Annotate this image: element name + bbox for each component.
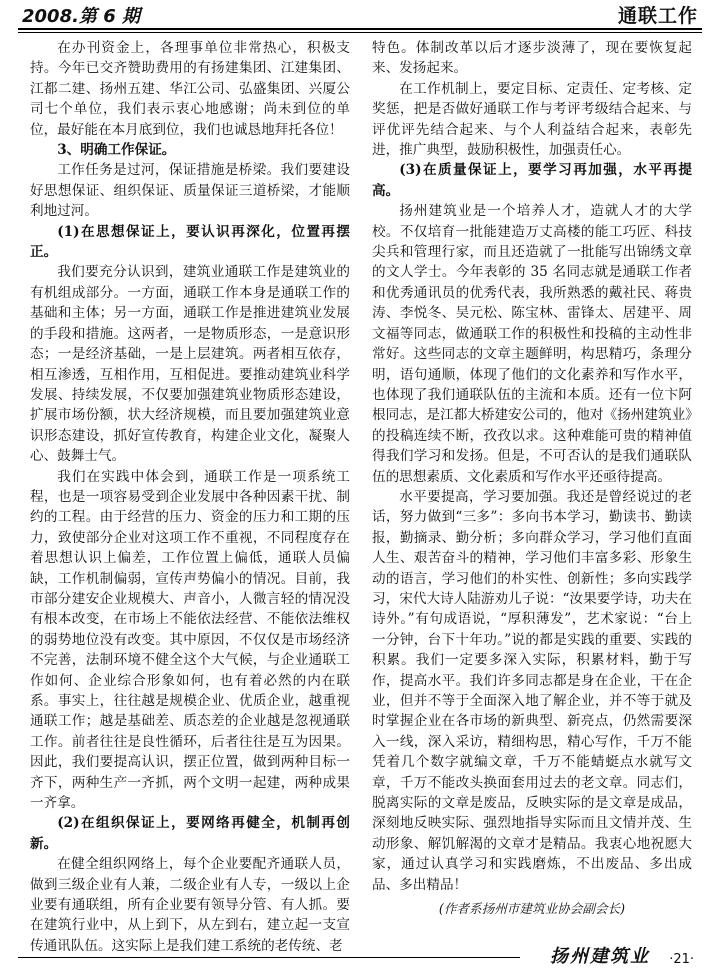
right-column (372, 38, 692, 919)
page-header (0, 0, 720, 34)
page-number: ·21· (669, 952, 694, 967)
paragraph: 在办刊资金上，各理事单位非常热心，积极支持。今年已交齐赞助费用的有扬建集团、江建集团、江都二建、扬州五建、华江公司、弘盛集团、兴厦公司七个单位，我们表示衷心地感谢；尚未到位的单位，最好能在本月底到位，我们也诚恳地拜托各位！ (30, 40, 350, 138)
paragraph: 在工作机制上，要定目标、定责任、定考核、定奖惩，把是否做好通联工作与考评考级结合起来、与评优评先结合起来、与个人利益结合起来，表彰先进，推广典型，鼓励积极性，加强责任心。 (372, 80, 692, 159)
paragraph: 在健全组织网络上，每个企业要配齐通联人员，做到三级企业有人兼，二级企业有人专，一级以上企业要有通联组，所有企业要有领导分管、有人抓。要在建筑行业中，从上到下，从左到右，建立起一支宣传通讯队伍。这实际上是我们建工系统的老传统、老 (30, 856, 350, 954)
magazine-logo: 扬州建筑业 (550, 946, 650, 967)
paragraph: 特色。体制改革以后才逐步淡薄了，现在要恢复起来、发扬起来。 (372, 40, 692, 77)
subheading: (1)在思想保证上，要认识再深化，位置再摆正。 (30, 223, 350, 261)
header-rule (18, 28, 702, 30)
subheading: (3)在质量保证上，要学习再加强，水平再提高。 (372, 162, 692, 199)
paragraph: 我们在实践中体会到，通联工作是一项系统工程，也是一项容易受到企业发展中各种因素干扰、制约的工程。由于经营的压力、资金的压力和工期的压力，致使部分企业对这项工作不重视，不同程度存在着思想认识上偏差，工作位置上偏低，通联人员偏缺，工作机制偏弱，宣传声势偏小的情况。目前，我市部分建安企业规模大、声音小，人微言轻的情况没有根本改变，在市场上不能依法经营、不能依法维权的弱势地位没有改变。其中原因，不仅仅是市场经济不完善，法制环境不健全这个大气候，与企业通联工作如何、企业综合形象如何，也有着必然的内在联系。事实上，往往越是规模企业、优质企业，越重视通联工作；越是基础差、质态差的企业越是忽视通联工作。前者往往是良性循环，后者往往是互为因果。因此，我们要提高认识，摆正位置，做到两种目标一齐下，两种生产一齐抓，两个文明一起建，两种成果一齐拿。 (30, 468, 350, 812)
paragraph: 扬州建筑业是一个培养人才，造就人才的大学校。不仅培育一批能建造万丈高楼的能工巧匠、科技尖兵和管理行家，而且还造就了一批能写出锦绣文章的文人学士。今年表彰的 35 名同志就是通联工作者和优秀通讯员的优秀代表，我所熟悉的戴社民、蒋贵涛、李悦冬、吴元松、陈宝林、雷锋太、居建平、周文福等同志，做通联工作的积极性和投稿的主动性非常好。这些同志的文章主题鲜明，构思精巧，条理分明，语句通顺，体现了他们的文化素养和写作水平，也体现了我们通联队伍的主流和本质。还有一位卞阿根同志，是江都大桥建安公司的，他对《扬州建筑业》的投稿连续不断，孜孜以求。这种难能可贵的精神值得我们学习和发扬。但是，不可否认的是我们通联队伍的思想素质、文化素质和写作水平还亟待提高。 (372, 203, 692, 485)
header-rule-thin (18, 32, 702, 33)
subheading: 3、明确工作保证。 (57, 142, 176, 159)
left-column (30, 38, 350, 956)
paragraph: 水平要提高，学习要加强。我还是曾经说过的老话，努力做到“三多”：多向书本学习，勤读书、勤读报，勤摘录、勤分析；多向群众学习，学习他们直面人生、艰苦奋斗的精神，学习他们丰富多彩、形象生动的语言，学习他们的朴实性、创新性；多向实践学习，宋代大诗人陆游劝儿子说：“汝果要学诗，功夫在诗外。”有句成语说，“厚积薄发”，艺术家说：“台上一分钟，台下十年功。”说的都是实践的重要、实践的积累。我们一定要多深入实际，积累材料，勤于写作，提高水平。我们许多同志都是身在企业，干在企业，但并不等于全面深入地了解企业，并不等于就及时掌握企业在各市场的新典型、新亮点，仍然需要深入一线，深入采访，精细构思，精心写作，千万不能凭着几个数字就编文章，千万不能蜻蜓点水就写文章，千万不能改头换面套用过去的老文章。同志们，脱离实际的文章是废品，反映实际的是文章是成品，深刻地反映实际、强烈地指导实际而且文情并茂、生动形象、解饥解渴的文章才是精品。我衷心地祝愿大家，通过认真学习和实践磨炼，不出废品、多出成品、多出精品！ (372, 488, 692, 893)
subheading: (2)在组织保证上，要网络再健全，机制再创新。 (30, 815, 350, 852)
footer-rule (18, 957, 520, 958)
issue-number: 2008.第 6 期 (22, 6, 140, 27)
section-title: 通联工作 (617, 5, 698, 27)
paragraph: 我们要充分认识到，建筑业通联工作是建筑业的有机组成部分。一方面，通联工作本身是通联工作的基础和主体；另一方面，通联工作是推进建筑业发展的手段和措施。这两者，一是物质形态，一是意识形态；一是经济基础，一是上层建筑。两者相互依存，相互渗透，互相作用，互相促进。要推动建筑业科学发展、持续发展，不仅要加强建筑业物质形态建设，扩展市场份额，状大经济规模，而且要加强建筑业意识形态建设，抓好宣传教育，构建企业文化，凝聚人心、鼓舞士气。 (30, 264, 350, 465)
author-credit: (作者系扬州市建筑业协会副会长) (438, 901, 626, 917)
paragraph: 工作任务是过河，保证措施是桥梁。我们要建设好思想保证、组织保证、质量保证三道桥梁，才能顺利地过河。 (30, 162, 350, 220)
